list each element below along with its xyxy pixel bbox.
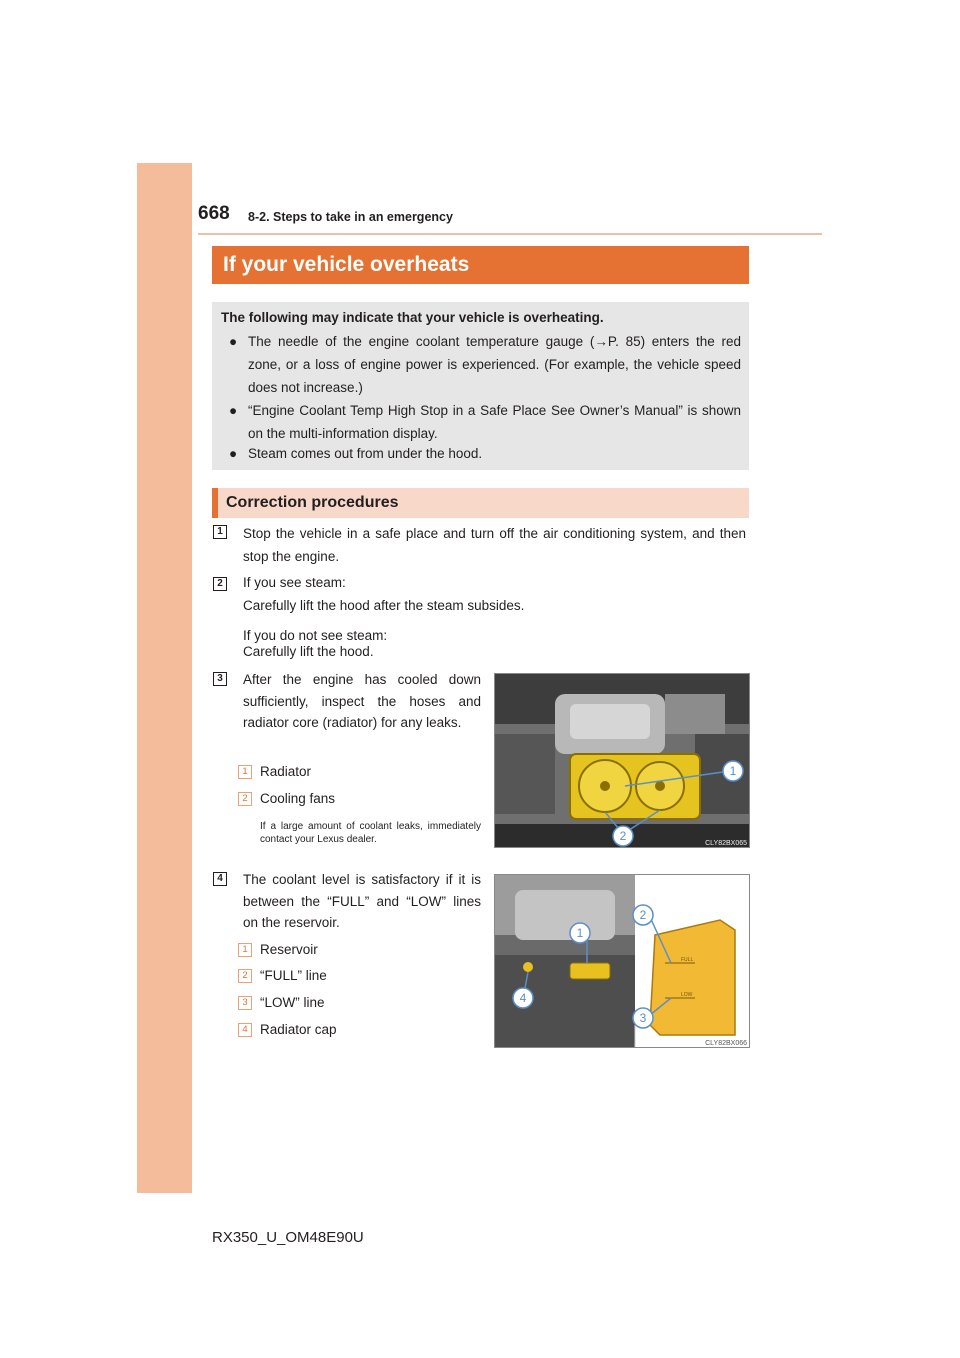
step-3-note: If a large amount of coolant leaks, immediately contact your Lexus dealer. (260, 821, 481, 845)
callout-1 (570, 923, 590, 943)
item-label: “FULL” line (260, 968, 327, 983)
item-label: “LOW” line (260, 995, 325, 1010)
item-label: Reservoir (260, 942, 318, 957)
step-number: 3 (213, 672, 227, 686)
step-3-text: After the engine has cooled down sufficiently, inspect the hoses and radiator core (radiator) for any leaks. (243, 672, 481, 730)
item-number: 2 (238, 792, 252, 806)
step-2-line: If you see steam: (243, 575, 346, 590)
item-number: 1 (238, 943, 252, 957)
bullet-dot-icon: ● (229, 446, 238, 461)
step-1-text: Stop the vehicle in a safe place and turn off the air conditioning system, and then stop the engine. (243, 526, 746, 564)
item-number: 3 (238, 996, 252, 1010)
intro-box (212, 302, 749, 470)
bullet-dot-icon: ● (229, 403, 238, 418)
reservoir-illustration (495, 875, 750, 1048)
radiator-photo (494, 673, 750, 848)
tank-low-label: LOW (681, 992, 693, 998)
intro-bullet: ● Steam comes out from under the hood. (229, 442, 741, 465)
step-number: 4 (213, 872, 227, 886)
tank-full-label: FULL (681, 957, 694, 963)
item-number: 1 (238, 765, 252, 779)
item-label: Radiator cap (260, 1022, 337, 1037)
svg-text:4: 4 (519, 991, 527, 1005)
callout-2 (613, 826, 633, 846)
callout-2 (633, 905, 653, 925)
item-label: Cooling fans (260, 791, 336, 806)
item-number: 4 (238, 1023, 252, 1037)
page-number: 668 (198, 203, 230, 224)
callout-4 (513, 988, 533, 1008)
main-heading: If your vehicle overheats (212, 246, 749, 284)
item-label: Radiator (260, 764, 312, 779)
step-2-line: Carefully lift the hood after the steam subsides. (243, 598, 525, 613)
image-code: CLY82BX066 (705, 1040, 747, 1047)
item-number: 2 (238, 969, 252, 983)
section-title: 8-2. Steps to take in an emergency (248, 210, 453, 224)
radiator-illustration (495, 674, 750, 848)
callout-3 (633, 1008, 653, 1028)
step-2-line: Carefully lift the hood. (243, 644, 374, 659)
svg-text:2: 2 (619, 829, 627, 843)
intro-lead: The following may indicate that your vehicle is overheating. (221, 310, 604, 325)
intro-bullet: ● The needle of the engine coolant temperature gauge (→P. 85) enters the red zone, or a loss of engine power is experienced. (For example, the vehicle speed does not increase.) (229, 330, 741, 399)
svg-text:2: 2 (639, 908, 647, 922)
intro-bullet: ● “Engine Coolant Temp High Stop in a Safe Place See Owner’s Manual” is shown on the multi-information display. (229, 399, 741, 445)
callout-1 (723, 761, 743, 781)
image-code: CLY82BX065 (705, 840, 747, 847)
step-4-text: The coolant level is satisfactory if it is between the “FULL” and “LOW” lines on the reservoir. (243, 872, 481, 930)
svg-text:1: 1 (729, 764, 737, 778)
reservoir-photo (494, 874, 750, 1048)
step-2-line: If you do not see steam: (243, 628, 388, 643)
procedures-heading: Correction procedures (212, 488, 749, 518)
bullet-dot-icon: ● (229, 334, 238, 349)
footer-code: RX350_U_OM48E90U (212, 1229, 364, 1246)
header-rule (198, 233, 822, 235)
step-number: 2 (213, 577, 227, 591)
side-strip (137, 163, 192, 1193)
svg-text:3: 3 (639, 1011, 647, 1025)
step-number: 1 (213, 525, 227, 539)
svg-text:1: 1 (576, 926, 584, 940)
